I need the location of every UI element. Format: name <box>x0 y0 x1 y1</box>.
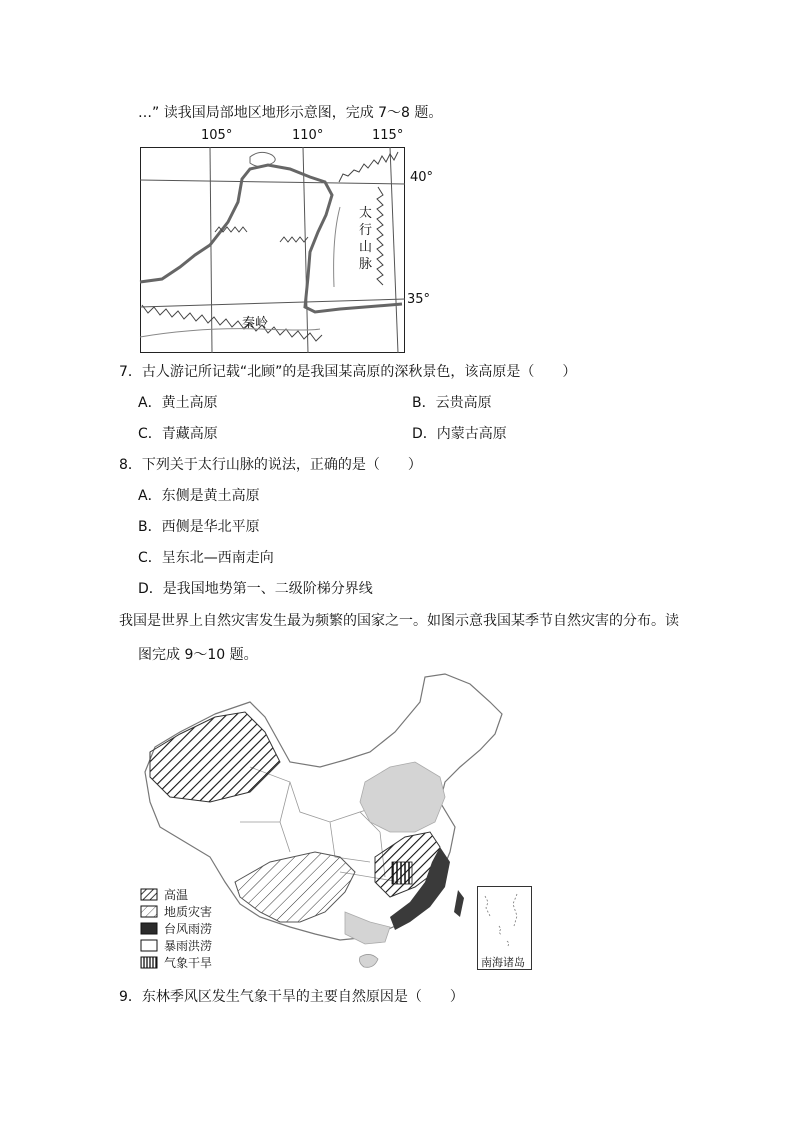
intro-text-1: …” 读我国局部地区地形示意图，完成 7～8 题。 <box>138 105 443 121</box>
legend-high-temp: 高温 <box>164 888 189 902</box>
lon-label-105: 105° <box>201 128 233 143</box>
lat-label-40: 40° <box>410 170 434 185</box>
q7-option-b: B．云贵高原 <box>412 395 492 411</box>
legend-geological: 地质灾害 <box>164 905 213 919</box>
q8-option-a: A．东侧是黄土高原 <box>138 488 260 504</box>
taihang-label <box>359 205 372 273</box>
q7-option-c: C．青藏高原 <box>138 426 218 442</box>
legend-drought: 气象干旱 <box>164 956 213 970</box>
inset-label: 南海诸岛 <box>481 956 525 969</box>
q9-stem: 9．东林季风区发生气象干旱的主要自然原因是（ ） <box>119 989 464 1005</box>
lon-label-115: 115° <box>372 128 404 143</box>
taihang-char-3: 山 <box>359 240 373 255</box>
intro-text-2-line2: 图完成 9～10 题。 <box>138 647 258 663</box>
legend-rainstorm: 暴雨洪涝 <box>164 939 213 953</box>
q7-option-a: A．黄土高原 <box>138 395 218 411</box>
taihang-char-4: 脉 <box>359 257 373 272</box>
q8-option-d: D．是我国地势第一、二级阶梯分界线 <box>138 581 373 597</box>
lon-label-110: 110° <box>292 128 324 143</box>
q8-option-b: B．西侧是华北平原 <box>138 519 260 535</box>
q7-option-d: D．内蒙古高原 <box>412 426 507 442</box>
lat-label-35: 35° <box>407 292 431 307</box>
q8-option-c: C．呈东北—西南走向 <box>138 550 274 566</box>
q7-stem: 7．古人游记所记载“北顾”的是我国某高原的深秋景色，该高原是（ ） <box>119 364 577 380</box>
taihang-char-1: 太 <box>359 206 373 221</box>
intro-text-2-line1: 我国是世界上自然灾害发生最为频繁的国家之一。如图示意我国某季节自然灾害的分布。读 <box>119 613 679 629</box>
q8-stem: 8．下列关于太行山脉的说法，正确的是（ ） <box>119 457 422 473</box>
taihang-char-2: 行 <box>359 223 373 238</box>
legend-swatches <box>140 888 160 978</box>
legend-typhoon: 台风雨涝 <box>164 922 213 936</box>
qinling-label: 秦岭 <box>242 316 269 331</box>
